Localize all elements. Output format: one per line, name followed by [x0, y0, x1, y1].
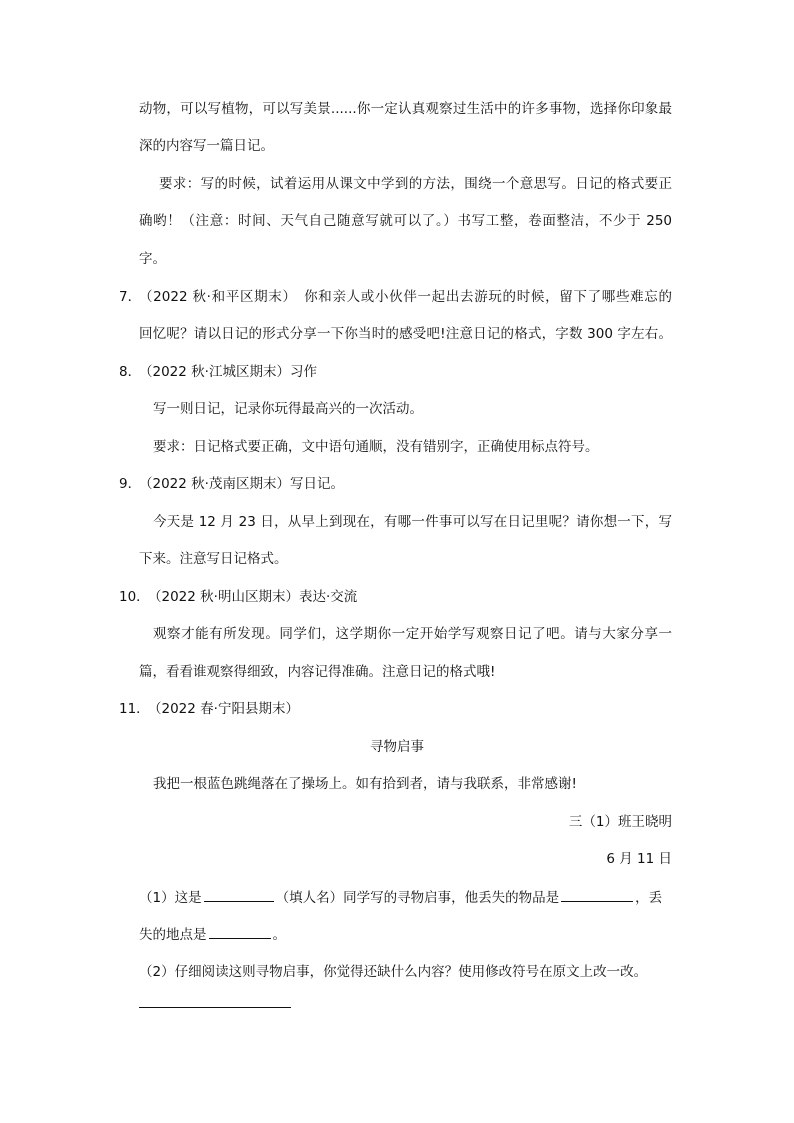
question-11-source: （2022 春·宁阳县期末）: [148, 701, 299, 717]
question-number-8: 8．: [119, 364, 142, 380]
sub-question-1-line-2: [139, 925, 286, 944]
question-10-body-1: 观察才能有所发现。同学们，这学期你一定开始学写观察日记了吧。请与大家分享一: [153, 626, 672, 642]
sub-question-1-text-c: ，丢: [635, 890, 663, 906]
question-9-body-1: 今天是 12 月 23 日，从早上到现在，有哪一件事可以写在日记里呢？请你想一下，写: [153, 514, 672, 530]
notice-title: 寻物启事: [370, 739, 424, 755]
question-7-line-2: 回忆呢？请以日记的形式分享一下你当时的感受吧!注意日记的格式，字数 300 字左右。: [139, 326, 672, 342]
blank-lost-place[interactable]: [209, 925, 271, 939]
question-8-body: 写一则日记，记录你玩得最高兴的一次活动。: [153, 401, 423, 417]
question-9-body-2: 下来。注意写日记格式。: [139, 551, 288, 567]
question-number-10: 10．: [119, 589, 150, 605]
requirement-line-3: 字。: [139, 251, 166, 267]
question-9-source: （2022 秋·茂南区期末）写日记。: [139, 476, 344, 492]
requirement-line-2: 确哟！（注意：时间、天气自己随意写就可以了。）书写工整，卷面整洁，不少于 250: [139, 213, 672, 229]
question-8-source: （2022 秋·江城区期末）习作: [139, 364, 317, 380]
sub-question-1-text-d: 失的地点是: [139, 927, 207, 943]
notice-signature: 三（1）班王晓明: [568, 814, 672, 830]
requirement-line-1: 要求：写的时候，试着运用从课文中学到的方法，围绕一个意思写。日记的格式要正: [159, 176, 672, 192]
question-number-7: 7．: [119, 289, 142, 305]
question-10-source: （2022 秋·明山区期末）表达·交流: [148, 589, 358, 605]
sub-question-2: （2）仔细阅读这则寻物启事，你觉得还缺什么内容？使用修改符号在原文上改一改。: [139, 964, 648, 980]
notice-body: 我把一根蓝色跳绳落在了操场上。如有拾到者，请与我联系，非常感谢!: [153, 776, 577, 792]
question-number-9: 9．: [119, 476, 142, 492]
question-7-line-1: （2022 秋·和平区期末） 你和亲人或小伙伴一起出去游玩的时候，留下了哪些难忘的: [139, 289, 672, 305]
question-number-11: 11．: [119, 701, 150, 717]
blank-lost-item[interactable]: [561, 888, 633, 902]
sub-question-1-text-b: （填人名）同学写的寻物启事，他丢失的物品是: [275, 890, 560, 906]
passage-line-1: 动物，可以写植物，可以写美景......你一定认真观察过生活中的许多事物，选择你印象最: [139, 101, 672, 117]
sub-question-1-text-e: 。: [272, 927, 286, 943]
question-8-requirement: 要求：日记格式要正确，文中语句通顺，没有错别字，正确使用标点符号。: [153, 439, 599, 455]
question-10-body-2: 篇，看看谁观察得细致，内容记得准确。注意日记的格式哦!: [139, 664, 496, 680]
blank-name[interactable]: [204, 888, 274, 902]
notice-date: 6 月 11 日: [606, 851, 672, 867]
answer-line[interactable]: [139, 1007, 291, 1008]
sub-question-1-text-a: （1）这是: [139, 890, 202, 906]
sub-question-1-line-1: [139, 888, 662, 907]
passage-line-2: 深的内容写一篇日记。: [139, 138, 274, 154]
